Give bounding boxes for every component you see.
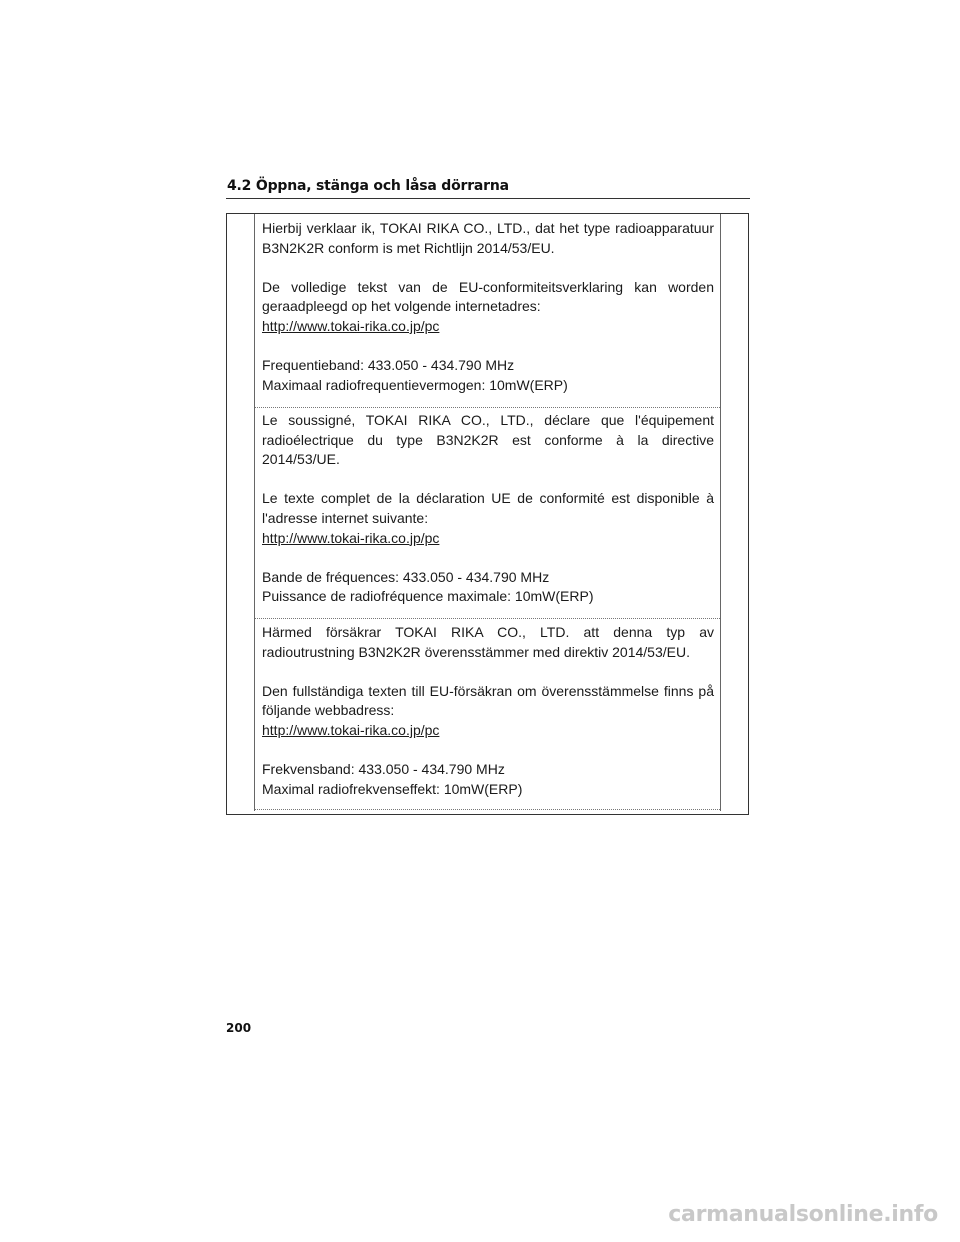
watermark: carmanualsonline.info	[668, 1202, 938, 1227]
block-divider	[255, 809, 720, 810]
frequency-band: Frekvensband: 433.050 - 434.790 MHz	[262, 761, 505, 778]
max-power: Maximal radiofrekvenseffekt: 10mW(ERP)	[262, 780, 523, 797]
header-rule	[226, 198, 750, 199]
declaration-block-swedish	[255, 619, 720, 811]
declaration-block-french	[255, 407, 720, 618]
fulltext-notice: Den fullständiga texten till EU-försäkran om överensstämmelse finns på följande webbadress:	[262, 682, 714, 719]
declaration-text: Härmed försäkrar TOKAI RIKA CO., LTD. att denna typ av radioutrustning B3N2K2R överensstämmer med direktiv 2014/53/EU.	[262, 624, 714, 660]
declaration-url-link[interactable]: http://www.tokai-rika.co.jp/pc	[262, 721, 440, 738]
declaration-box	[254, 214, 721, 811]
declaration-url-link[interactable]: http://www.tokai-rika.co.jp/pc	[262, 529, 440, 546]
declaration-block-dutch	[255, 219, 720, 409]
frequency-band: Frequentieband: 433.050 - 434.790 MHz	[262, 357, 515, 374]
max-power: Maximaal radiofrequentievermogen: 10mW(ERP)	[262, 376, 568, 393]
page-number: 200	[226, 1021, 252, 1035]
declaration-url-link[interactable]: http://www.tokai-rika.co.jp/pc	[262, 317, 440, 334]
max-power: Puissance de radiofréquence maximale: 10mW(ERP)	[262, 588, 594, 605]
fulltext-notice: De volledige tekst van de EU-conformiteitsverklaring kan worden geraadpleegd op het volgende internetadres:	[262, 278, 714, 315]
section-title: 4.2 Öppna, stänga och låsa dörrarna	[227, 178, 509, 194]
declaration-text: Hierbij verklaar ik, TOKAI RIKA CO., LTD., dat het type radioapparatuur B3N2K2R conform is met Richtlijn 2014/53/EU.	[262, 220, 714, 256]
declaration-text: Le soussigné, TOKAI RIKA CO., LTD., déclare que l'équipement radioélectrique du type B3N2K2R est conforme à la directive 2014/53/UE.	[262, 412, 714, 468]
fulltext-notice: Le texte complet de la déclaration UE de conformité est disponible à l'adresse internet suivante:	[262, 490, 714, 526]
frequency-band: Bande de fréquences: 433.050 - 434.790 MHz	[262, 568, 550, 585]
